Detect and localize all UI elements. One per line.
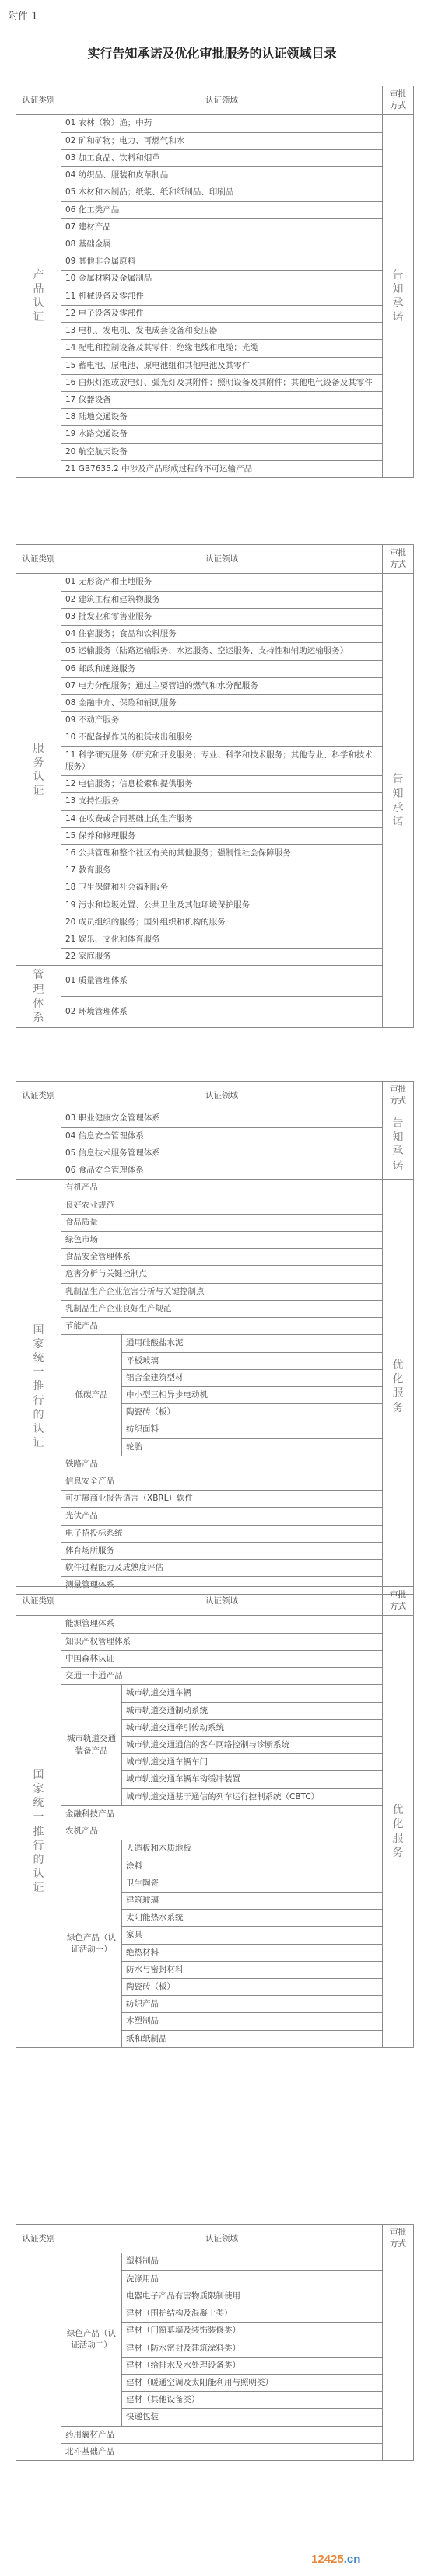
header-category: 认证类别 — [16, 86, 61, 115]
field-cell: 18 陆地交通设备 — [61, 409, 383, 426]
field-cell: 有机产品 — [61, 1180, 383, 1197]
category-product-cert: 产 品 认 证 — [16, 115, 61, 478]
field-cell: 08 金融中介、保险和辅助服务 — [61, 694, 383, 711]
field-cell: 光伏产品 — [61, 1508, 383, 1525]
field-cell: 能源管理体系 — [61, 1616, 383, 1633]
header-category: 认证类别 — [16, 545, 61, 574]
header-method: 审批方式 — [383, 86, 414, 115]
field-cell: 21 娱乐、文化和体育服务 — [61, 931, 383, 949]
table-row — [16, 574, 414, 591]
field-cell: 09 不动产服务 — [61, 712, 383, 729]
field-cell: 18 卫生保健和社会福利服务 — [61, 879, 383, 897]
header-field: 认证领域 — [61, 2225, 383, 2253]
table-row — [16, 844, 414, 862]
field-cell: 交通一卡通产品 — [61, 1668, 383, 1685]
table-row — [16, 729, 414, 746]
field-cell: 07 建材产品 — [61, 218, 383, 236]
table-row — [16, 746, 414, 775]
table-row — [16, 218, 414, 236]
field-cell: 14 在收费或合同基础上的生产服务 — [61, 810, 383, 827]
category-mgmt-system: 管 理 体 系 — [16, 966, 61, 1028]
watermark-left: 12425 — [311, 2553, 344, 2566]
method-notify-commit: 告 知 承 诺 — [383, 1110, 414, 1180]
field-cell: 10 金属材料及金属制品 — [61, 271, 383, 288]
table-row — [16, 1650, 414, 1667]
field-cell: 03 职业健康安全管理体系 — [61, 1110, 383, 1127]
header-field: 认证领域 — [61, 1082, 383, 1110]
field-cell: 建材（门窗幕墙及装饰装修类） — [122, 2323, 383, 2340]
field-cell: 铝合金建筑型材 — [122, 1369, 383, 1386]
field-cell: 北斗基础产品 — [61, 2443, 383, 2460]
field-cell: 20 成员组织的服务；国外组织和机构的服务 — [61, 914, 383, 931]
table-row — [16, 1823, 414, 1840]
field-cell: 17 教育服务 — [61, 862, 383, 879]
table-row — [16, 997, 414, 1028]
field-cell: 信息安全产品 — [61, 1473, 383, 1491]
field-cell: 知识产权管理体系 — [61, 1633, 383, 1650]
table-row — [16, 626, 414, 643]
category-blank — [16, 1110, 61, 1180]
field-cell: 20 航空航天设备 — [61, 443, 383, 460]
field-cell: 防水与密封材料 — [122, 1961, 383, 1978]
header-field: 认证领域 — [61, 1587, 383, 1616]
table-row — [16, 1318, 414, 1335]
table-row — [16, 305, 414, 322]
field-cell: 人造板和木质地板 — [122, 1840, 383, 1858]
field-cell: 快递包装 — [122, 2409, 383, 2426]
field-cell: 塑料制品 — [122, 2253, 383, 2270]
field-cell: 15 蓄电池、原电池、原电池组和其他电池及其零件 — [61, 357, 383, 374]
field-cell: 05 木材和木制品；纸浆、纸和纸制品、印刷品 — [61, 184, 383, 201]
table-row — [16, 1491, 414, 1508]
header-method: 审批方式 — [383, 1587, 414, 1616]
field-cell: 16 公共管理和整个社区有关的其他服务；强制性社会保障服务 — [61, 844, 383, 862]
table-row — [16, 1560, 414, 1577]
table-page-2 — [16, 544, 414, 1028]
table-row — [16, 132, 414, 149]
table-row — [16, 374, 414, 391]
field-cell: 06 邮政和速递服务 — [61, 660, 383, 677]
field-cell: 04 信息安全管理体系 — [61, 1127, 383, 1145]
table-row — [16, 1197, 414, 1214]
field-cell: 06 食品安全管理体系 — [61, 1162, 383, 1180]
field-cell: 11 机械设备及零部件 — [61, 288, 383, 305]
field-cell: 纺织面料 — [122, 1421, 383, 1438]
table-row — [16, 236, 414, 253]
table-row — [16, 253, 414, 271]
table-row — [16, 810, 414, 827]
field-cell: 19 水路交通设备 — [61, 426, 383, 443]
table-row — [16, 115, 414, 132]
header-field: 认证领域 — [61, 86, 383, 115]
table-row — [16, 2426, 414, 2443]
header-method: 审批方式 — [383, 545, 414, 574]
method-notify-commit: 告 知 承 诺 — [383, 115, 414, 478]
table-row — [16, 1508, 414, 1525]
table-row — [16, 1249, 414, 1266]
field-cell: 纺织产品 — [122, 1996, 383, 2013]
table-row — [16, 149, 414, 166]
table-row — [16, 357, 414, 374]
field-cell: 陶瓷砖（板） — [122, 1404, 383, 1421]
table-row — [16, 793, 414, 810]
table-page-4 — [16, 1586, 414, 2048]
method-notify-commit: 告 知 承 诺 — [383, 574, 414, 1028]
field-cell: 建材（暖通空调及太阳能利用与照明类） — [122, 2374, 383, 2391]
table-row — [16, 1300, 414, 1317]
field-cell: 中小型三相异步电动机 — [122, 1386, 383, 1403]
table-row — [16, 184, 414, 201]
lowcarbon-label: 低碳产品 — [61, 1335, 122, 1456]
field-cell: 01 无形资产和土地服务 — [61, 574, 383, 591]
table-row — [16, 1162, 414, 1180]
table-row — [16, 271, 414, 288]
field-cell: 19 污水和垃圾处置、公共卫生及其他环境保护服务 — [61, 897, 383, 914]
field-cell: 卫生陶瓷 — [122, 1875, 383, 1892]
table-row — [16, 443, 414, 460]
table-row — [16, 1525, 414, 1542]
table-row — [16, 776, 414, 793]
field-cell: 食品质量 — [61, 1214, 383, 1231]
field-cell: 平板玻璃 — [122, 1352, 383, 1369]
field-cell: 10 不配备操作员的租赁或出租服务 — [61, 729, 383, 746]
field-cell: 木塑制品 — [122, 2013, 383, 2030]
field-cell: 05 信息技术服务管理体系 — [61, 1145, 383, 1162]
field-cell: 食品安全管理体系 — [61, 1249, 383, 1266]
field-cell: 02 环境管理体系 — [61, 997, 383, 1028]
table-row — [16, 323, 414, 340]
table-row — [16, 897, 414, 914]
field-cell: 城市轨道交通通信的客车网络控制与诊断系统 — [122, 1736, 383, 1753]
table-row — [16, 1668, 414, 1685]
category-national-unified: 国 家 统 一 推 行 的 认 证 — [16, 1616, 61, 2047]
field-cell: 22 家庭服务 — [61, 949, 383, 966]
table-row — [16, 608, 414, 625]
field-cell: 14 配电和控制设备及其零件；绝缘电线和电缆；光缆 — [61, 340, 383, 357]
header-category: 认证类别 — [16, 1082, 61, 1110]
table-row — [16, 288, 414, 305]
field-cell: 17 仪器设备 — [61, 391, 383, 408]
table-row — [16, 426, 414, 443]
table-row — [16, 694, 414, 711]
field-cell: 城市轨道交通车辆车钩缓冲装置 — [122, 1771, 383, 1788]
field-cell: 农机产品 — [61, 1823, 383, 1840]
table-row — [16, 1110, 414, 1127]
table-row — [16, 201, 414, 218]
table-row — [16, 1805, 414, 1823]
field-cell: 家具 — [122, 1927, 383, 1944]
field-cell: 乳制品生产企业危害分析与关键控制点 — [61, 1283, 383, 1300]
field-cell: 陶瓷砖（板） — [122, 1979, 383, 1996]
field-cell: 21 GB7635.2 中涉及产品形成过程的不可运输产品 — [61, 460, 383, 477]
table-row — [16, 2253, 414, 2270]
field-cell: 02 矿和矿物；电力、可燃气和水 — [61, 132, 383, 149]
table-row — [16, 1283, 414, 1300]
category-national-unified: 国 家 统 一 推 行 的 认 证 — [16, 1180, 61, 1594]
method-optimized-service: 优 化 服 务 — [383, 1180, 414, 1594]
field-cell: 13 电机、发电机、发电成套设备和变压器 — [61, 323, 383, 340]
field-cell: 12 电信服务；信息检索和提供服务 — [61, 776, 383, 793]
field-cell: 城市轨道交通牵引传动系统 — [122, 1719, 383, 1736]
table-row — [16, 1214, 414, 1231]
table-row — [16, 1335, 414, 1352]
field-cell: 13 支持性服务 — [61, 793, 383, 810]
table-row — [16, 643, 414, 660]
table-row — [16, 591, 414, 608]
method-blank — [383, 2253, 414, 2461]
field-cell: 绝热材料 — [122, 1944, 383, 1961]
field-cell: 03 加工食品、饮料和烟草 — [61, 149, 383, 166]
table-row — [16, 460, 414, 477]
field-cell: 良好农业规范 — [61, 1197, 383, 1214]
category-service-cert: 服 务 认 证 — [16, 574, 61, 966]
table-row — [16, 677, 414, 694]
table-row — [16, 409, 414, 426]
field-cell: 可扩展商业报告语言（XBRL）软件 — [61, 1491, 383, 1508]
field-cell: 轮胎 — [122, 1438, 383, 1456]
table-row — [16, 1616, 414, 1633]
field-cell: 城市轨道交通车辆车门 — [122, 1754, 383, 1771]
field-cell: 节能产品 — [61, 1318, 383, 1335]
field-cell: 城市轨道交通制动系统 — [122, 1702, 383, 1719]
field-cell: 11 科学研究服务（研究和开发服务；专业、科学和技术服务；其他专业、科学和技术服务） — [61, 746, 383, 775]
header-field: 认证领域 — [61, 545, 383, 574]
table-page-3 — [16, 1081, 414, 1595]
field-cell: 金融科技产品 — [61, 1805, 383, 1823]
table-row — [16, 1266, 414, 1283]
table-row — [16, 879, 414, 897]
table-row — [16, 1180, 414, 1197]
field-cell: 危害分析与关键控制点 — [61, 1266, 383, 1283]
table-row — [16, 2443, 414, 2460]
field-cell: 05 运输服务（陆路运输服务、水运服务、空运服务、支持性和辅助运输服务） — [61, 643, 383, 660]
header-category: 认证类别 — [16, 1587, 61, 1616]
field-cell: 04 住宿服务；食品和饮料服务 — [61, 626, 383, 643]
table-row — [16, 862, 414, 879]
field-cell: 16 白炽灯泡或放电灯、弧光灯及其附件；照明设备及其附件；其他电气设备及其零件 — [61, 374, 383, 391]
field-cell: 08 基础金属 — [61, 236, 383, 253]
watermark-right: .cn — [343, 2553, 361, 2566]
table-row — [16, 1231, 414, 1248]
table-row — [16, 712, 414, 729]
field-cell: 太阳能热水系统 — [122, 1910, 383, 1927]
field-cell: 建材（围护结构及混凝土类） — [122, 2305, 383, 2323]
header-method: 审批方式 — [383, 2225, 414, 2253]
table-row — [16, 827, 414, 844]
field-cell: 建材（其他设备类） — [122, 2392, 383, 2409]
attachment-label: 附件 1 — [8, 11, 38, 23]
field-cell: 建材（防水密封及建筑涂料类） — [122, 2340, 383, 2357]
field-cell: 02 建筑工程和建筑物服务 — [61, 591, 383, 608]
document-title: 实行告知承诺及优化审批服务的认证领域目录 — [87, 46, 337, 61]
field-cell: 电子招投标系统 — [61, 1525, 383, 1542]
green2-label: 绿色产品（认证活动二） — [61, 2253, 122, 2426]
table-row — [16, 1840, 414, 1858]
field-cell: 建筑玻璃 — [122, 1892, 383, 1909]
table-page-1 — [16, 86, 414, 478]
table-row — [16, 1473, 414, 1491]
table-row — [16, 1685, 414, 1702]
field-cell: 电器电子产品有害物质限制使用 — [122, 2288, 383, 2305]
field-cell: 03 批发业和零售业服务 — [61, 608, 383, 625]
field-cell: 城市轨道交通基于通信的列车运行控制系统（CBTC） — [122, 1788, 383, 1805]
field-cell: 体育场所服务 — [61, 1542, 383, 1559]
table-page-5 — [16, 2224, 414, 2461]
table-row — [16, 660, 414, 677]
field-cell: 绿色市场 — [61, 1231, 383, 1248]
field-cell: 09 其他非金属原料 — [61, 253, 383, 271]
table-row — [16, 391, 414, 408]
table-row — [16, 1633, 414, 1650]
table-row — [16, 1127, 414, 1145]
header-category: 认证类别 — [16, 2225, 61, 2253]
table-row — [16, 966, 414, 997]
rail-label: 城市轨道交通装备产品 — [61, 1685, 122, 1806]
table-row — [16, 1456, 414, 1473]
site-watermark — [311, 2553, 360, 2566]
table-row — [16, 167, 414, 184]
field-cell: 洗涤用品 — [122, 2270, 383, 2288]
field-cell: 01 农林（牧）渔；中药 — [61, 115, 383, 132]
header-method: 审批方式 — [383, 1082, 414, 1110]
field-cell: 测量管理体系 — [61, 1577, 383, 1594]
field-cell: 06 化工类产品 — [61, 201, 383, 218]
category-blank — [16, 2253, 61, 2461]
field-cell: 15 保养和修理服务 — [61, 827, 383, 844]
table-row — [16, 914, 414, 931]
field-cell: 软件过程能力及成熟度评估 — [61, 1560, 383, 1577]
field-cell: 04 纺织品、服装和皮革制品 — [61, 167, 383, 184]
field-cell: 07 电力分配服务；通过主要管道的燃气和水分配服务 — [61, 677, 383, 694]
green1-label: 绿色产品（认证活动一） — [61, 1840, 122, 2048]
field-cell: 01 质量管理体系 — [61, 966, 383, 997]
field-cell: 纸和纸制品 — [122, 2030, 383, 2047]
table-row — [16, 340, 414, 357]
method-optimized-service: 优 化 服 务 — [383, 1616, 414, 2047]
field-cell: 铁路产品 — [61, 1456, 383, 1473]
field-cell: 药用囊材产品 — [61, 2426, 383, 2443]
table-row — [16, 949, 414, 966]
field-cell: 通用硅酸盐水泥 — [122, 1335, 383, 1352]
table-row — [16, 1145, 414, 1162]
table-row — [16, 1542, 414, 1559]
table-row — [16, 931, 414, 949]
field-cell: 涂料 — [122, 1858, 383, 1875]
field-cell: 城市轨道交通车辆 — [122, 1685, 383, 1702]
field-cell: 建材（给排水及水处理设备类） — [122, 2357, 383, 2374]
field-cell: 乳制品生产企业良好生产规范 — [61, 1300, 383, 1317]
field-cell: 中国森林认证 — [61, 1650, 383, 1667]
field-cell: 12 电子设备及零部件 — [61, 305, 383, 322]
